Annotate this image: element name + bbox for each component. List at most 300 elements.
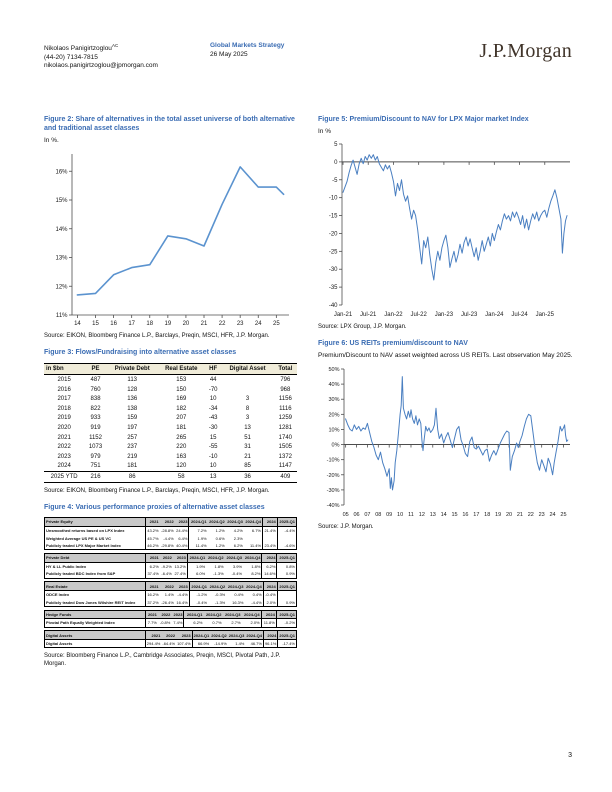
table-row <box>44 414 297 424</box>
table-cell: 1073 <box>88 444 103 451</box>
table-row <box>45 562 297 570</box>
table-cell: 2024-Q1 <box>189 518 208 527</box>
section-header-row <box>45 553 297 562</box>
table-cell: 16.3% <box>232 599 244 605</box>
svg-text:13%: 13% <box>55 255 68 262</box>
table-cell: 2018 <box>57 405 71 412</box>
table-row <box>45 598 297 606</box>
table-cell: -28.8% <box>161 527 174 533</box>
table-cell: -0.8% <box>159 620 171 626</box>
table-cell: -17.4% <box>282 641 295 647</box>
strategy-label: Global Markets Strategy <box>210 42 285 49</box>
table-cell: 107.4% <box>177 641 191 647</box>
table-row <box>45 534 297 542</box>
table-cell: 760 <box>90 386 101 393</box>
table-row <box>44 462 297 472</box>
svg-text:21: 21 <box>200 320 208 327</box>
performance-table <box>44 581 297 607</box>
table-cell: 3.9% <box>232 563 243 569</box>
performance-table <box>44 553 297 579</box>
svg-text:Jul-22: Jul-22 <box>410 311 427 318</box>
figure2-source: Source: EIKON, Bloomberg Finance L.P., Barclays, Preqin, MSCI, HFR, J.P. Morgan. <box>44 332 270 339</box>
table-cell: 2022 <box>57 444 71 451</box>
table-cell: 257 <box>127 434 138 441</box>
flows-table <box>44 363 297 483</box>
table-cell: 10 <box>209 396 217 403</box>
table-cell: 7.2% <box>197 527 207 533</box>
figure6-line-chart <box>318 364 574 519</box>
table-cell: 237 <box>127 444 138 451</box>
table-cell: 1156 <box>278 396 292 403</box>
table-cell: 2024-Q1 <box>193 632 210 638</box>
table-cell: 14.6% <box>262 570 277 578</box>
table-cell: -55 <box>208 444 218 451</box>
table-cell: 13 <box>205 472 221 483</box>
table-cell: 0.4% <box>234 592 244 598</box>
table-cell: 265 <box>176 434 187 441</box>
table-cell: 796 <box>280 377 291 384</box>
figure3-title: Figure 3: Flows/Fundraising into alternative asset classes <box>44 349 237 357</box>
svg-text:-30%: -30% <box>326 487 340 494</box>
author-phone: (44-20) 7134-7815 <box>44 53 98 61</box>
table-cell: 86 <box>107 472 158 483</box>
table-cell: 822 <box>90 405 101 412</box>
table-cell: 24.4% <box>176 527 188 533</box>
svg-text:-10%: -10% <box>326 457 340 464</box>
svg-text:12%: 12% <box>55 283 68 290</box>
section-header-row <box>45 518 297 527</box>
svg-text:-10: -10 <box>328 195 338 202</box>
table-cell: Total <box>274 363 297 374</box>
table-cell: 13 <box>244 425 251 432</box>
table-cell: 2021 <box>145 582 159 591</box>
table-cell: 6.2% <box>262 562 277 570</box>
figure6-title: Figure 6: US REITs premium/discount to NAV <box>318 340 468 348</box>
table-cell: -1.3% <box>214 599 226 605</box>
table-cell: 2020 <box>57 425 71 432</box>
table-cell: 23.4% <box>264 543 276 549</box>
svg-text:-20%: -20% <box>326 472 340 479</box>
table-cell: Real Estate <box>158 363 205 374</box>
table-row <box>44 452 297 462</box>
svg-text:16: 16 <box>110 320 117 327</box>
figure2-unit: In %. <box>44 136 59 144</box>
performance-table <box>44 630 297 648</box>
ac-superscript: AC <box>111 43 119 48</box>
table-cell: 45.7% <box>147 535 159 541</box>
table-cell: 6.2% <box>193 620 203 626</box>
table-cell: 96.1% <box>264 641 277 647</box>
performance-table <box>44 517 297 550</box>
table-cell: 294.4% <box>146 641 161 647</box>
table-row <box>45 570 297 578</box>
table-cell: 2024 <box>263 631 277 640</box>
table-cell: ODCE Index <box>45 590 146 598</box>
table-cell: -43 <box>208 415 218 422</box>
table-cell <box>263 534 278 542</box>
svg-text:20: 20 <box>182 320 190 327</box>
table-cell: 46.7% <box>245 639 263 648</box>
table-cell: -64.4% <box>162 641 176 647</box>
table-cell <box>277 590 296 598</box>
table-cell: -26.4% <box>161 599 174 605</box>
svg-text:-30: -30 <box>328 267 338 274</box>
svg-text:Jan-23: Jan-23 <box>434 311 454 318</box>
table-cell: 169 <box>176 396 187 403</box>
table-cell: 2023 <box>57 453 71 460</box>
table-cell: -1.3% <box>213 571 224 577</box>
table-cell: Private Debt <box>107 363 158 374</box>
author-name: Nikolaos Panigirtzoglou$^{AC}$ <box>44 43 119 53</box>
svg-text:20%: 20% <box>328 412 340 419</box>
table-cell: 2019 <box>57 415 71 422</box>
table-cell: 1.8% <box>243 562 262 570</box>
table-cell: 979 <box>90 453 101 460</box>
table-cell: 27.4% <box>174 571 186 577</box>
table-cell: 11.4% <box>195 543 207 549</box>
table-cell <box>221 385 273 395</box>
table-cell: 2024 <box>263 582 277 591</box>
svg-text:25: 25 <box>272 320 280 327</box>
table-cell: 2015 <box>57 377 71 384</box>
table-cell: 46.2% <box>147 543 159 549</box>
table-row <box>45 526 297 534</box>
svg-text:11: 11 <box>408 512 414 519</box>
page-number: 3 <box>568 752 572 759</box>
svg-text:23: 23 <box>538 512 545 519</box>
table-cell: 1152 <box>89 434 102 441</box>
svg-text:22: 22 <box>527 512 534 519</box>
table-cell: Pivotal Path Equally Weighted Index <box>45 619 146 628</box>
table-cell: 1281 <box>278 425 292 432</box>
figure5-unit: In % <box>318 127 332 135</box>
table-cell <box>221 375 273 385</box>
table-cell: 21.4% <box>264 527 276 533</box>
svg-text:24: 24 <box>549 512 556 519</box>
table-cell: 51 <box>244 434 251 441</box>
table-cell: 120 <box>176 463 187 470</box>
table-cell: 2024 <box>263 518 278 527</box>
svg-text:15%: 15% <box>55 197 68 204</box>
table-cell: 1.2% <box>215 543 225 549</box>
table-cell: -9.2% <box>161 563 172 569</box>
table-cell: Digital Asset <box>221 363 273 374</box>
table-cell: 0.6% <box>215 535 225 541</box>
table-cell: 2024-Q4 <box>242 610 262 619</box>
svg-text:16%: 16% <box>55 168 68 175</box>
performance-table <box>44 610 297 628</box>
svg-text:17: 17 <box>128 320 136 327</box>
table-cell: 8.2% <box>243 570 262 578</box>
table-cell: 4.2% <box>233 527 243 533</box>
table-cell: 2024-Q3 <box>223 610 242 619</box>
table-cell: 751 <box>90 463 101 470</box>
figure3-source: Source: EIKON, Bloomberg Finance L.P., Barclays, Preqin, MSCI, HFR, J.P. Morgan. <box>44 487 270 494</box>
table-cell: 2021 <box>145 610 158 619</box>
table-cell: -0.3% <box>214 592 226 598</box>
svg-text:0%: 0% <box>331 442 340 449</box>
svg-text:Jul-21: Jul-21 <box>360 311 377 318</box>
table-cell: 219 <box>127 453 138 460</box>
table-cell: -0.4% <box>196 599 207 605</box>
svg-text:21: 21 <box>516 512 523 519</box>
table-cell: 10 <box>209 463 217 470</box>
table-row <box>45 619 297 628</box>
table-cell: 2023 <box>175 582 189 591</box>
table-cell: 2024-Q4 <box>244 555 261 561</box>
svg-text:07: 07 <box>364 512 371 519</box>
svg-text:25: 25 <box>560 512 567 519</box>
table-cell: 2023 <box>175 518 189 527</box>
svg-text:50%: 50% <box>328 367 340 374</box>
table-cell: 838 <box>90 396 101 403</box>
table-cell: 1147 <box>278 463 292 470</box>
table-cell: 2024-Q1 <box>189 582 208 591</box>
table-cell: 2024-Q2 <box>203 610 222 619</box>
table-cell: 2024-Q1 <box>184 610 204 619</box>
table-cell: Publicly traded Dow Jones Wilshire REIT index <box>45 598 146 606</box>
table-row <box>44 433 297 443</box>
table-cell: 2024-Q3 <box>227 583 244 589</box>
table-cell <box>277 534 296 542</box>
svg-text:10%: 10% <box>328 427 340 434</box>
table-cell: -4.4% <box>163 535 174 541</box>
table-cell: 2024-Q1 <box>187 553 206 562</box>
table-cell: 2022 <box>160 518 175 527</box>
table-cell: 216 <box>84 472 107 483</box>
table-cell: 0.9% <box>285 599 295 605</box>
figure4-title: Figure 4: Various performance proxies of alternative asset classes <box>44 504 265 512</box>
table-cell: 2024-Q4 <box>245 519 261 525</box>
table-cell: 6.0% <box>196 571 206 577</box>
table-cell: 153 <box>176 377 187 384</box>
table-cell: -0.4% <box>265 592 276 598</box>
svg-text:14%: 14% <box>55 226 68 233</box>
svg-text:16: 16 <box>462 512 469 519</box>
table-cell: 0.9% <box>285 571 295 577</box>
table-cell: 44 <box>209 377 217 384</box>
figure6-subtitle: Premium/Discount to NAV asset weighted across US REITs. Last observation May 2025. <box>318 352 573 360</box>
table-cell: -1.2% <box>196 592 207 598</box>
section-header-row <box>45 631 297 640</box>
section-header-row <box>45 582 297 591</box>
table-cell: 138 <box>127 405 138 412</box>
table-row <box>44 423 297 433</box>
table-cell: -4.4% <box>244 598 263 606</box>
svg-text:0: 0 <box>334 159 338 166</box>
table-cell: PE <box>84 363 107 374</box>
svg-text:12: 12 <box>418 512 425 519</box>
table-ytd-row <box>44 472 297 483</box>
svg-text:11%: 11% <box>55 312 68 319</box>
table-cell: 2022 <box>160 553 173 562</box>
table-cell: 1116 <box>279 405 292 412</box>
svg-text:-40%: -40% <box>326 503 340 510</box>
table-cell: 181 <box>127 463 138 470</box>
table-cell: 0.4% <box>244 590 263 598</box>
table-cell: 6.7% <box>244 526 263 534</box>
svg-text:24: 24 <box>254 320 262 327</box>
table-header-row <box>44 363 297 374</box>
report-meta <box>210 42 284 59</box>
table-cell: 66.9% <box>197 641 210 647</box>
table-cell: 207 <box>176 415 187 422</box>
table-cell: 0.7% <box>212 620 222 626</box>
svg-text:-40: -40 <box>328 302 338 309</box>
figure5-line-chart <box>318 139 574 319</box>
svg-text:Jan-25: Jan-25 <box>535 311 554 318</box>
table-cell: 6.2% <box>233 543 243 549</box>
table-cell: 2023 <box>176 631 192 640</box>
table-row <box>44 394 297 404</box>
table-cell: 409 <box>274 472 297 483</box>
jpmorgan-logo: J.P.Morgan <box>479 40 572 62</box>
svg-text:Jul-24: Jul-24 <box>511 311 528 318</box>
table-cell: 2024-Q3 <box>226 555 243 561</box>
table-cell: 2021 <box>57 434 71 441</box>
table-cell: 1259 <box>278 415 292 422</box>
figure6-source: Source: J.P. Morgan. <box>318 524 374 531</box>
table-cell: HF <box>205 363 221 374</box>
table-cell: 1.4% <box>235 641 245 647</box>
table-cell: 2.0% <box>263 598 277 606</box>
table-cell: 2024-Q3 <box>227 519 243 525</box>
table-cell: Publicly traded LPX Major Market Index <box>45 542 146 550</box>
table-cell: 128 <box>127 386 138 393</box>
table-cell: -34 <box>208 405 218 412</box>
table-cell: 2025-Q1 <box>277 582 296 591</box>
svg-text:08: 08 <box>375 512 382 519</box>
table-cell: -6.4% <box>161 571 172 577</box>
table-cell: 31 <box>244 444 251 451</box>
table-cell: 6.2% <box>149 563 159 569</box>
svg-text:15: 15 <box>451 512 458 519</box>
table-cell: 933 <box>90 415 101 422</box>
figure2-line-chart <box>44 148 297 328</box>
table-cell: -29.8% <box>161 543 174 549</box>
table-cell: -70 <box>208 386 218 393</box>
table-cell: 2023 <box>171 610 184 619</box>
table-cell: -14.9% <box>214 641 227 647</box>
table-cell: 85 <box>244 463 251 470</box>
svg-text:15: 15 <box>92 320 99 327</box>
table-cell: -30 <box>208 425 218 432</box>
svg-text:40%: 40% <box>328 382 340 389</box>
table-row <box>45 590 297 598</box>
table-cell: 150 <box>176 386 187 393</box>
table-cell: 16.4% <box>176 599 188 605</box>
table-cell: -4.4% <box>284 527 295 533</box>
table-cell: 2021 <box>145 553 159 562</box>
svg-text:10: 10 <box>397 512 404 519</box>
table-cell: 2017 <box>57 396 71 403</box>
table-cell: 1740 <box>278 434 292 441</box>
table-cell: 1.4% <box>164 592 174 598</box>
table-cell: Digital Assets <box>45 639 146 648</box>
table-cell: 1372 <box>278 453 292 460</box>
table-cell: -0.4% <box>231 571 243 577</box>
table-cell: 2.3% <box>233 535 243 541</box>
table-cell: 36 <box>221 472 273 483</box>
table-cell: 1.8% <box>214 563 224 569</box>
svg-text:20: 20 <box>505 512 513 519</box>
table-row <box>45 639 297 648</box>
svg-text:-20: -20 <box>328 231 338 238</box>
svg-text:Jul-23: Jul-23 <box>460 311 478 318</box>
table-cell: in $bn <box>44 363 84 374</box>
table-cell: 182 <box>176 405 187 412</box>
table-cell: 2.7% <box>231 620 241 626</box>
table-cell: 2024-Q4 <box>246 583 262 589</box>
table-cell: 13.2% <box>174 563 186 569</box>
table-cell: 487 <box>90 377 101 384</box>
table-cell: 3 <box>245 396 250 403</box>
table-cell: 197 <box>127 425 138 432</box>
table-cell: -0.2% <box>284 620 295 626</box>
table-cell: 2024-Q3 <box>228 632 245 638</box>
table-cell: Digital Assets <box>45 631 146 640</box>
table-cell: 1.9% <box>197 535 207 541</box>
table-cell: 136 <box>127 396 138 403</box>
table-cell: 21 <box>244 453 251 460</box>
svg-text:19: 19 <box>495 512 502 519</box>
author-block <box>44 42 158 71</box>
svg-text:-5: -5 <box>332 177 338 184</box>
table-cell: 2025-Q1 <box>276 610 296 619</box>
table-cell: 16.2% <box>147 592 159 598</box>
table-cell: 2024-Q2 <box>209 583 226 589</box>
svg-text:19: 19 <box>164 320 172 327</box>
table-cell: 2024-Q4 <box>246 632 262 638</box>
table-cell: 2.0% <box>242 619 262 628</box>
svg-text:09: 09 <box>386 512 393 519</box>
table-cell: -4.4% <box>175 590 189 598</box>
table-row <box>44 385 297 395</box>
table-cell: Private Debt <box>45 553 146 562</box>
table-cell: 40.4% <box>176 543 188 549</box>
table-cell: 2023 <box>173 553 187 562</box>
svg-text:18: 18 <box>146 320 154 327</box>
table-cell: -4.6% <box>284 543 295 549</box>
table-cell: 37.4% <box>147 571 159 577</box>
table-cell: 220 <box>176 444 187 451</box>
svg-text:05: 05 <box>342 512 349 519</box>
table-cell: 2022 <box>158 610 171 619</box>
table-cell: 2024 <box>261 610 276 619</box>
table-cell: 2022 <box>161 631 176 640</box>
svg-text:5: 5 <box>334 141 338 148</box>
svg-text:23: 23 <box>236 320 244 327</box>
table-cell: 2025-Q1 <box>279 632 295 638</box>
svg-text:-15: -15 <box>328 213 338 220</box>
table-cell: 2024 <box>57 463 71 470</box>
table-cell: 6.4% <box>175 534 189 542</box>
table-cell: 2021 <box>145 631 161 640</box>
table-cell: 2025 YTD <box>44 472 84 483</box>
table-cell: 1.9% <box>196 563 206 569</box>
svg-text:13: 13 <box>429 512 436 519</box>
table-row <box>44 404 297 414</box>
report-date: 26 May 2025 <box>210 50 248 58</box>
table-cell: 2016 <box>57 386 71 393</box>
table-cell: 2024-Q2 <box>211 632 227 638</box>
table-row <box>45 542 297 550</box>
table-cell: 159 <box>127 415 138 422</box>
author-email: nikolaos.panigirtzoglou@jpmorgan.com <box>44 62 158 70</box>
performance-tables <box>44 517 297 648</box>
table-cell: 7.7% <box>147 620 157 626</box>
table-cell: 113 <box>127 377 137 384</box>
